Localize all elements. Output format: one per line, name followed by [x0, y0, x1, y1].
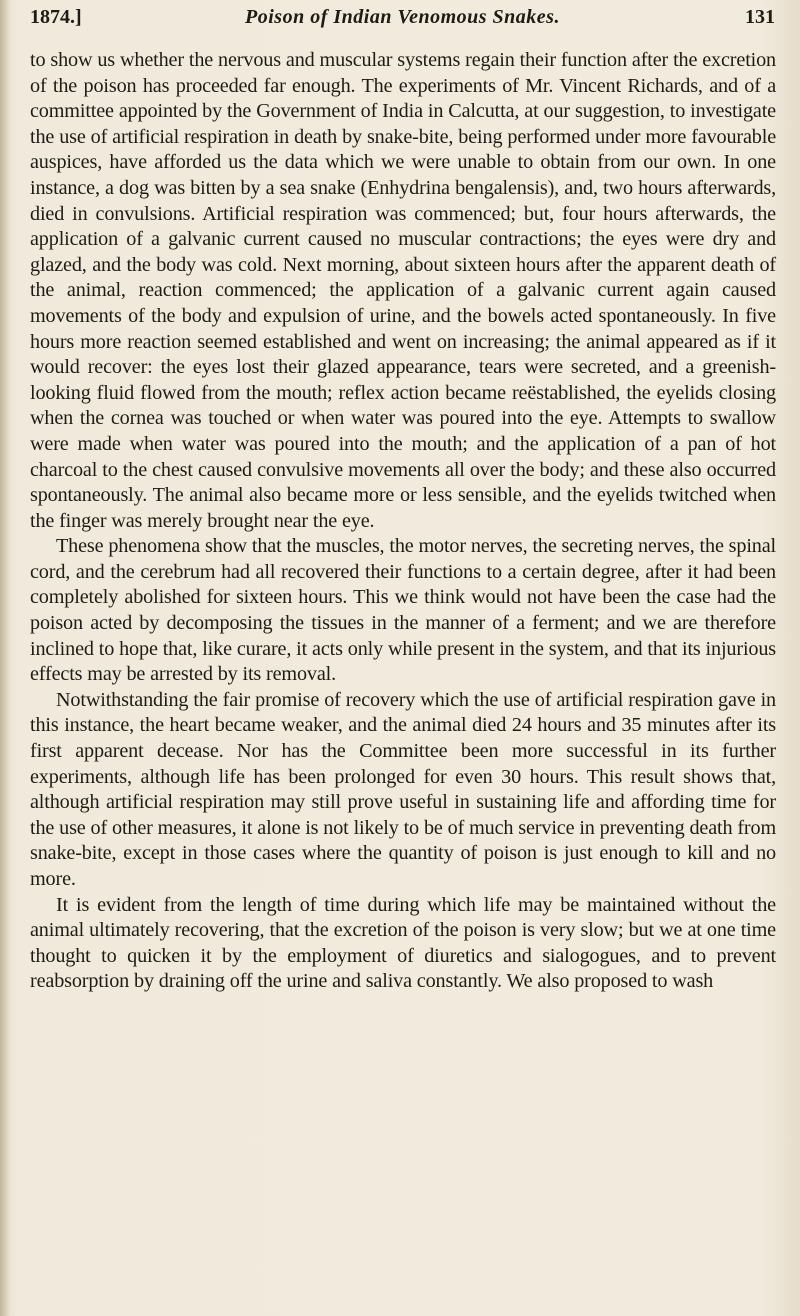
paragraph-3: Notwithstanding the fair promise of recovery which the use of artificial respiration gave in this instance, the heart became weaker, and the animal died 24 hours and 35 minutes after its first apparent decease. Nor has the Committee been more successful in its further experiments, although life has been prolonged for even 30 hours. This result shows that, although artificial respiration may still prove useful in sustaining life and affording time for the use of other measures, it alone is not likely to be of much service in preventing death from snake-bite, except in those cases where the quantity of poison is just enough to kill and no more.: [30, 688, 776, 890]
paragraph-4: It is evident from the length of time during which life may be maintained without the animal ultimately recovering, that the excretion of the poison is very slow; but we at one time thought to quicken it by the employment of diuretics and sialogogues, and to prevent reabsorption by draining off the urine and saliva constantly. We also proposed to wash: [30, 893, 776, 993]
header-year: 1874.]: [30, 6, 82, 28]
running-header: [30, 6, 775, 40]
header-title: Poison of Indian Venomous Snakes.: [245, 6, 560, 28]
page-gutter-shadow: [0, 0, 10, 1316]
body-text: [30, 48, 776, 995]
page-number: 131: [745, 6, 775, 28]
paragraph-2: These phenomena show that the muscles, the motor nerves, the secreting nerves, the spinal cord, and the cerebrum had all recovered their functions to a certain degree, after it had been completely abolished for sixteen hours. This we think would not have been the case had the poison acted by decomposing the tissues in the manner of a ferment; and we are therefore inclined to hope that, like curare, it acts only while present in the system, and that its injurious effects may be arrested by its removal.: [30, 535, 776, 686]
paragraph-1: to show us whether the nervous and muscular systems regain their function after the excretion of the poison has proceeded far enough. The experiments of Mr. Vincent Richards, and of a committee appointed by the Government of India in Calcutta, at our suggestion, to investigate the use of artificial respiration in death by snake-bite, being performed under more favourable auspices, have afforded us the data which we were unable to obtain from our own. In one instance, a dog was bitten by a sea snake (Enhydrina bengalensis), and, two hours afterwards, died in convulsions. Artificial respiration was commenced; but, four hours afterwards, the application of a galvanic current caused no muscular contractions; the eyes were dry and glazed, and the body was cold. Next morning, about sixteen hours after the apparent death of the animal, reaction commenced; the application of a galvanic current again caused movements of the body and expulsion of urine, and the bowels acted spontaneously. In five hours more reaction seemed established and went on increasing; the animal appeared as if it would recover: the eyes lost their glazed appearance, tears were secreted, and a greenish-looking fluid flowed from the mouth; reflex action became reëstablished, the eyelids closing when the cornea was touched or when water was poured into the eye. Attempts to swallow were made when water was poured into the mouth; and the application of a pan of hot charcoal to the chest caused convulsive movements all over the body; and these also occurred spontaneously. The animal also became more or less sensible, and the eyelids twitched when the finger was merely brought near the eye.: [30, 49, 776, 532]
